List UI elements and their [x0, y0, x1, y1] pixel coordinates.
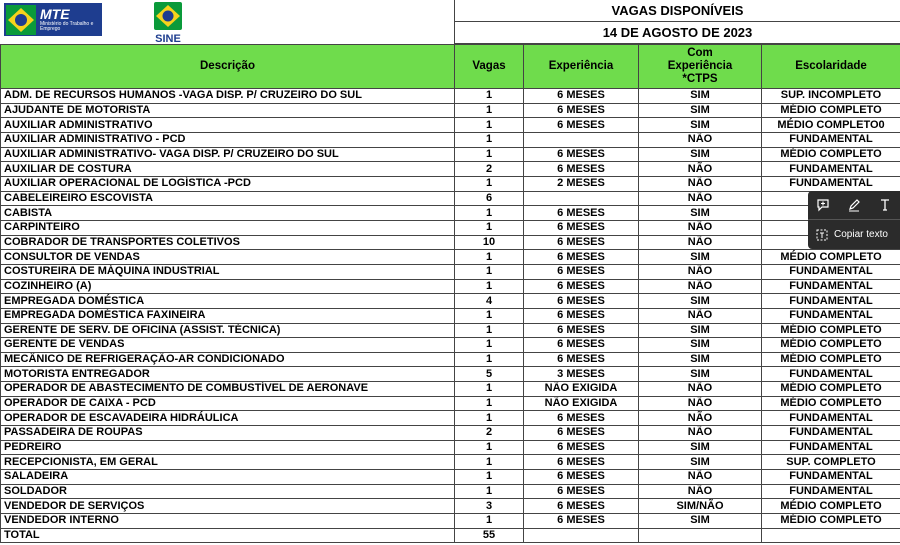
cell-ctps: SIM [639, 455, 762, 470]
cell-experiencia: 6 MESES [524, 411, 639, 426]
cell-experiencia: 6 MESES [524, 147, 639, 162]
cell-escolaridade: SUP. INCOMPLETO [762, 89, 900, 104]
total-value: 55 [455, 528, 524, 543]
cell-ctps: SIM/NÃO [639, 499, 762, 514]
cell-experiencia: 6 MESES [524, 338, 639, 353]
column-header-experiencia: Experiência [524, 45, 639, 89]
cell-vagas: 1 [455, 206, 524, 221]
cell-experiencia: 6 MESES [524, 514, 639, 529]
cell-ctps: NÃO [639, 191, 762, 206]
cell-vagas: 1 [455, 514, 524, 529]
cell-experiencia: 6 MESES [524, 220, 639, 235]
cell-escolaridade: MÉDIO COMPLETO [762, 103, 900, 118]
table-row [1, 367, 900, 382]
column-header-ctps [639, 45, 762, 89]
cell-ctps: NÃO [639, 132, 762, 147]
cell-vagas: 5 [455, 367, 524, 382]
cell-vagas: 3 [455, 499, 524, 514]
cell-vagas: 1 [455, 484, 524, 499]
cell-escolaridade: FUNDAMENTAL [762, 411, 900, 426]
cell-experiencia: 6 MESES [524, 308, 639, 323]
cell-ctps: SIM [639, 323, 762, 338]
cell-vagas: 1 [455, 470, 524, 485]
cell-descricao: CABELEIREIRO ESCOVISTA [1, 191, 455, 206]
cell-vagas: 1 [455, 279, 524, 294]
cell-escolaridade: MÉDIO COMPLETO [762, 323, 900, 338]
table-row [1, 411, 900, 426]
cell-experiencia: 6 MESES [524, 426, 639, 441]
cell-ctps: NÃO [639, 470, 762, 485]
cell-escolaridade: FUNDAMENTAL [762, 132, 900, 147]
cell-escolaridade: MÉDIO COMPLETO0 [762, 118, 900, 133]
cell-vagas: 1 [455, 176, 524, 191]
cell-vagas: 1 [455, 382, 524, 397]
cell-experiencia: 6 MESES [524, 455, 639, 470]
table-row [1, 352, 900, 367]
cell-descricao: PEDREIRO [1, 440, 455, 455]
cell-vagas: 4 [455, 294, 524, 309]
cell-vagas: 6 [455, 191, 524, 206]
cell-experiencia: 6 MESES [524, 499, 639, 514]
cell-experiencia: 6 MESES [524, 440, 639, 455]
cell-vagas: 1 [455, 132, 524, 147]
cell-experiencia: 3 MESES [524, 367, 639, 382]
cell-experiencia: NÃO EXIGIDA [524, 382, 639, 397]
cell-vagas: 1 [455, 338, 524, 353]
cell-ctps: NÃO [639, 162, 762, 177]
table-row [1, 206, 900, 221]
table-row [1, 191, 900, 206]
cell-descricao: GERENTE DE SERV. DE OFICINA (ASSIST. TÉCNICA) [1, 323, 455, 338]
cell-vagas: 1 [455, 308, 524, 323]
column-header-escolaridade: Escolaridade [762, 45, 900, 89]
cell-ctps: NÃO [639, 426, 762, 441]
cell-vagas: 1 [455, 440, 524, 455]
vacancy-table [0, 44, 900, 543]
total-label: TOTAL [1, 528, 455, 543]
cell-ctps: NÃO [639, 484, 762, 499]
cell-descricao: SALADEIRA [1, 470, 455, 485]
table-row [1, 499, 900, 514]
cell-experiencia: 6 MESES [524, 352, 639, 367]
cell-experiencia: 2 MESES [524, 176, 639, 191]
comment-add-icon[interactable] [813, 195, 833, 215]
cell-experiencia: 6 MESES [524, 264, 639, 279]
column-header-descricao: Descrição [1, 45, 455, 89]
cell-experiencia: 6 MESES [524, 235, 639, 250]
cell-escolaridade: FUNDAMENTAL [762, 176, 900, 191]
selection-context-menu [808, 191, 900, 249]
cell-escolaridade: MÉDIO COMPLETO [762, 147, 900, 162]
cell-escolaridade: FUNDAMENTAL [762, 279, 900, 294]
copy-text-button[interactable] [808, 220, 900, 249]
table-row [1, 484, 900, 499]
cell-vagas: 1 [455, 250, 524, 265]
cell-descricao: EMPREGADA DOMÉSTICA FAXINEIRA [1, 308, 455, 323]
cell-experiencia: 6 MESES [524, 279, 639, 294]
cell-experiencia [524, 132, 639, 147]
table-row [1, 308, 900, 323]
cell-vagas: 1 [455, 147, 524, 162]
cell-experiencia: 6 MESES [524, 250, 639, 265]
cell-vagas: 1 [455, 323, 524, 338]
cell-vagas: 10 [455, 235, 524, 250]
table-row [1, 250, 900, 265]
cell-escolaridade: FUNDAMENTAL [762, 440, 900, 455]
cell-ctps: SIM [639, 367, 762, 382]
cell-descricao: PASSADEIRA DE ROUPAS [1, 426, 455, 441]
cell-escolaridade: FUNDAMENTAL [762, 484, 900, 499]
table-row [1, 294, 900, 309]
cell-descricao: AUXILIAR ADMINISTRATIVO [1, 118, 455, 133]
cell-escolaridade: MÉDIO COMPLETO [762, 352, 900, 367]
cell-descricao: AUXILIAR ADMINISTRATIVO- VAGA DISP. P/ CRUZEIRO DO SUL [1, 147, 455, 162]
cell-descricao: MOTORISTA ENTREGADOR [1, 367, 455, 382]
cell-experiencia: 6 MESES [524, 206, 639, 221]
cell-descricao: CABISTA [1, 206, 455, 221]
cell-ctps: SIM [639, 338, 762, 353]
cell-ctps: SIM [639, 147, 762, 162]
pen-icon[interactable] [844, 195, 864, 215]
cell-descricao: AUXILIAR OPERACIONAL DE LOGÍSTICA -PCD [1, 176, 455, 191]
cell-descricao: ADM. DE RECURSOS HUMANOS -VAGA DISP. P/ CRUZEIRO DO SUL [1, 89, 455, 104]
table-row [1, 338, 900, 353]
cell-descricao: VENDEDOR DE SERVIÇOS [1, 499, 455, 514]
table-header-row [1, 45, 900, 89]
cell-descricao: AUXILIAR ADMINISTRATIVO - PCD [1, 132, 455, 147]
cell-ctps: NÃO [639, 176, 762, 191]
table-row [1, 514, 900, 529]
cell-escolaridade: SUP. COMPLETO [762, 455, 900, 470]
cell-vagas: 2 [455, 426, 524, 441]
cell-ctps: SIM [639, 250, 762, 265]
cell-ctps: SIM [639, 118, 762, 133]
table-row [1, 235, 900, 250]
cell-experiencia [524, 191, 639, 206]
cell-descricao: AUXILIAR DE COSTURA [1, 162, 455, 177]
cell-vagas: 1 [455, 89, 524, 104]
cell-descricao: MECÂNICO DE REFRIGERAÇÃO-AR CONDICIONADO [1, 352, 455, 367]
empty-cell [762, 528, 900, 543]
table-body [1, 89, 900, 529]
cell-experiencia: 6 MESES [524, 470, 639, 485]
table-row [1, 132, 900, 147]
empty-cell [639, 528, 762, 543]
page-date: 14 DE AGOSTO DE 2023 [454, 22, 900, 44]
cell-descricao: OPERADOR DE ESCAVADEIRA HIDRÁULICA [1, 411, 455, 426]
cell-escolaridade: MÉDIO COMPLETO [762, 514, 900, 529]
sine-flag-icon [154, 2, 182, 30]
cell-escolaridade: MÉDIO COMPLETO [762, 396, 900, 411]
table-row [1, 89, 900, 104]
cell-ctps: SIM [639, 206, 762, 221]
cell-experiencia: 6 MESES [524, 484, 639, 499]
cell-ctps: SIM [639, 352, 762, 367]
cell-vagas: 1 [455, 220, 524, 235]
cell-ctps: SIM [639, 514, 762, 529]
cell-ctps: SIM [639, 294, 762, 309]
cell-experiencia: 6 MESES [524, 162, 639, 177]
total-row [1, 528, 900, 543]
cell-experiencia: 6 MESES [524, 89, 639, 104]
cell-descricao: CONSULTOR DE VENDAS [1, 250, 455, 265]
cell-vagas: 1 [455, 396, 524, 411]
cell-vagas: 2 [455, 162, 524, 177]
cell-vagas: 1 [455, 103, 524, 118]
text-select-icon [816, 229, 828, 241]
brazil-flag-icon [6, 5, 36, 35]
cell-descricao: COBRADOR DE TRANSPORTES COLETIVOS [1, 235, 455, 250]
table-row [1, 147, 900, 162]
cell-experiencia: 6 MESES [524, 118, 639, 133]
table-row [1, 396, 900, 411]
table-row [1, 440, 900, 455]
cell-ctps: NÃO [639, 235, 762, 250]
mte-logo-subtext: Ministério do Trabalho e Emprego [40, 21, 94, 32]
cell-escolaridade: MÉDIO COMPLETO [762, 338, 900, 353]
cell-ctps: NÃO [639, 308, 762, 323]
cell-escolaridade: FUNDAMENTAL [762, 426, 900, 441]
cell-escolaridade: FUNDAMENTAL [762, 308, 900, 323]
cell-ctps: NÃO [639, 382, 762, 397]
table-row [1, 323, 900, 338]
logo-area [0, 0, 454, 44]
cell-escolaridade: FUNDAMENTAL [762, 264, 900, 279]
cell-escolaridade: FUNDAMENTAL [762, 367, 900, 382]
table-row [1, 118, 900, 133]
cell-descricao: EMPREGADA DOMÉSTICA [1, 294, 455, 309]
cell-experiencia: 6 MESES [524, 294, 639, 309]
cell-vagas: 1 [455, 264, 524, 279]
text-cursor-icon[interactable] [875, 195, 895, 215]
cell-descricao: GERENTE DE VENDAS [1, 338, 455, 353]
table-row [1, 264, 900, 279]
cell-descricao: OPERADOR DE ABASTECIMENTO DE COMBUSTÍVEL DE AERONAVE [1, 382, 455, 397]
table-row [1, 382, 900, 397]
column-header-ctps-label: Com Experiência *CTPS [667, 47, 733, 85]
mte-logo [4, 3, 102, 36]
cell-vagas: 1 [455, 118, 524, 133]
cell-ctps: NÃO [639, 396, 762, 411]
cell-vagas: 1 [455, 352, 524, 367]
cell-descricao: VENDEDOR INTERNO [1, 514, 455, 529]
empty-cell [524, 528, 639, 543]
cell-ctps: NÃO [639, 220, 762, 235]
cell-escolaridade: MÉDIO COMPLETO [762, 250, 900, 265]
table-row [1, 103, 900, 118]
table-row [1, 455, 900, 470]
sine-logo-text: SINE [155, 33, 181, 45]
table-row [1, 162, 900, 177]
cell-escolaridade: MÉDIO COMPLETO [762, 499, 900, 514]
cell-ctps: NÃO [639, 264, 762, 279]
sine-logo [145, 2, 191, 45]
table-row [1, 220, 900, 235]
cell-descricao: RECEPCIONISTA, EM GERAL [1, 455, 455, 470]
page-title: VAGAS DISPONÍVEIS [454, 0, 900, 22]
cell-experiencia: NÃO EXIGIDA [524, 396, 639, 411]
cell-experiencia: 6 MESES [524, 323, 639, 338]
table-row [1, 279, 900, 294]
copy-text-label: Copiar texto [834, 229, 888, 240]
cell-vagas: 1 [455, 455, 524, 470]
cell-descricao: SOLDADOR [1, 484, 455, 499]
cell-vagas: 1 [455, 411, 524, 426]
cell-ctps: SIM [639, 440, 762, 455]
cell-ctps: NÃO [639, 411, 762, 426]
cell-descricao: COSTUREIRA DE MÁQUINA INDUSTRIAL [1, 264, 455, 279]
table-row [1, 470, 900, 485]
mte-logo-text: MTE [40, 6, 70, 22]
table-row [1, 176, 900, 191]
table-row [1, 426, 900, 441]
cell-escolaridade: FUNDAMENTAL [762, 470, 900, 485]
cell-ctps: NÃO [639, 279, 762, 294]
cell-experiencia: 6 MESES [524, 103, 639, 118]
cell-escolaridade: FUNDAMENTAL [762, 162, 900, 177]
cell-ctps: SIM [639, 89, 762, 104]
column-header-vagas: Vagas [455, 45, 524, 89]
cell-escolaridade: MÉDIO COMPLETO [762, 382, 900, 397]
cell-descricao: AJUDANTE DE MOTORISTA [1, 103, 455, 118]
cell-descricao: OPERADOR DE CAIXA - PCD [1, 396, 455, 411]
cell-ctps: SIM [639, 103, 762, 118]
cell-escolaridade: FUNDAMENTAL [762, 294, 900, 309]
cell-descricao: COZINHEIRO (A) [1, 279, 455, 294]
cell-descricao: CARPINTEIRO [1, 220, 455, 235]
title-box [454, 0, 900, 44]
